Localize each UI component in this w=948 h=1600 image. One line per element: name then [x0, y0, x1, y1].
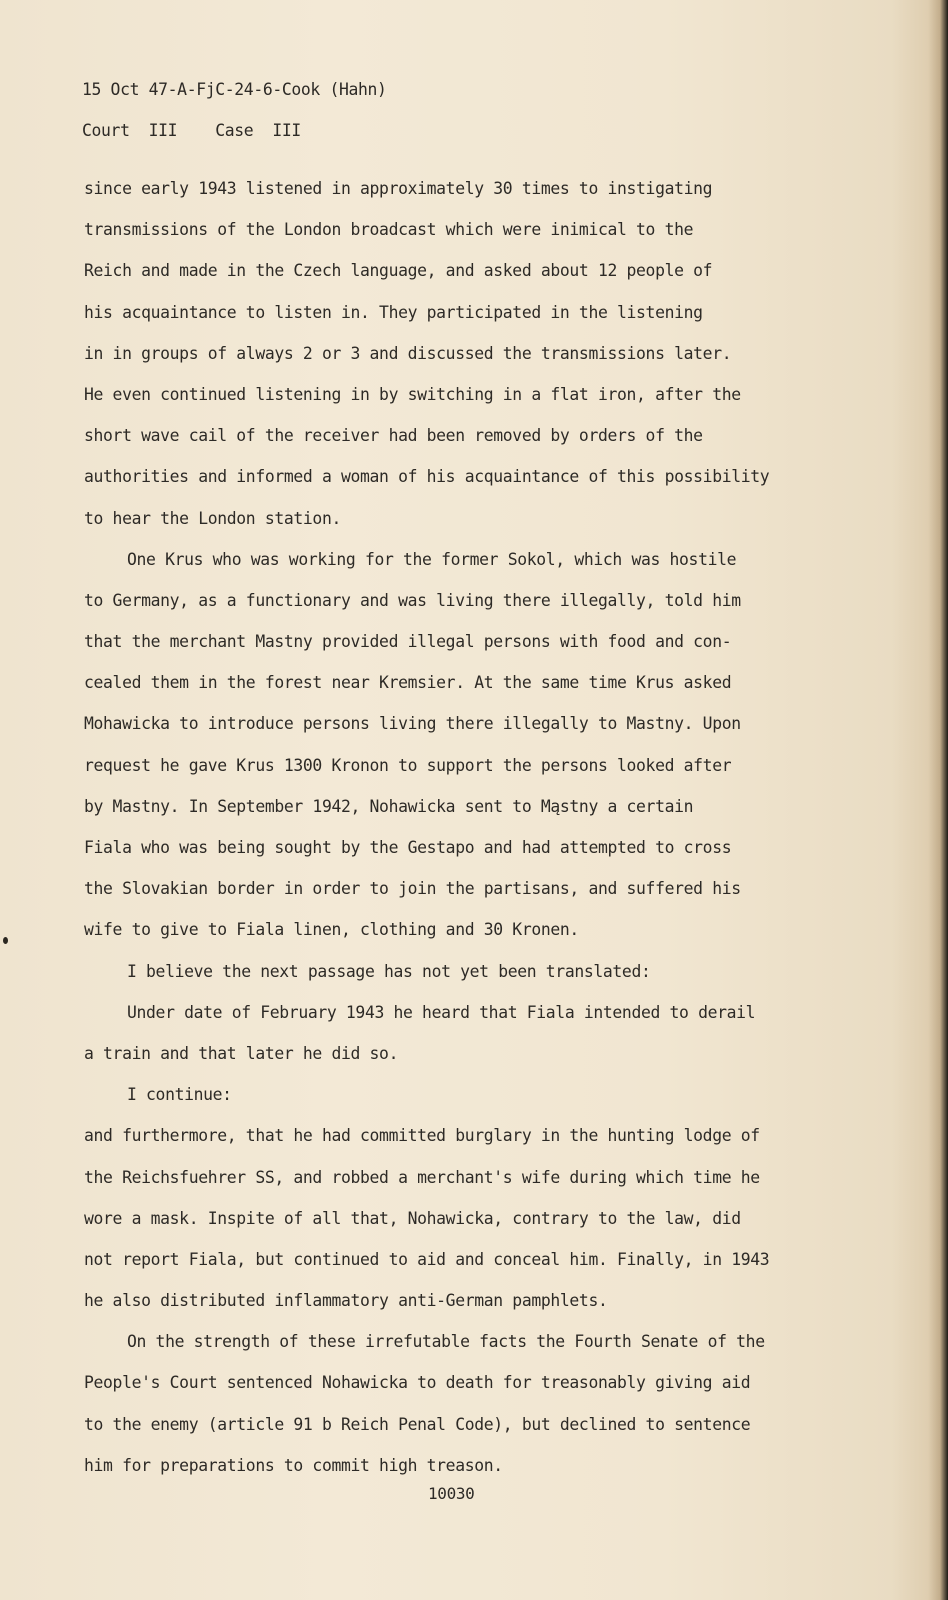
body-line: Fiala who was being sought by the Gestapo and had attempted to cross [84, 838, 732, 857]
body-line: and furthermore, that he had committed burglary in the hunting lodge of [84, 1126, 760, 1146]
body-line: I believe the next passage has not yet been translated: [127, 961, 651, 981]
body-line: request he gave Krus 1300 Kronon to support the persons looked after [84, 755, 732, 775]
document-body [84, 168, 864, 1486]
body-line: Under date of February 1943 he heard that Fiala intended to derail [127, 1002, 756, 1022]
body-line: wife to give to Fiala linen, clothing and 30 Kronen. [84, 920, 579, 940]
body-line: wore a mask. Inspite of all that, Nohawicka, contrary to the law, did [84, 1208, 741, 1228]
page-number: 10030 [428, 1484, 475, 1503]
body-line: by Mastny. In September 1942, Nohawicka sent to Mąstny a certain [84, 796, 694, 816]
body-line: the Slovakian border in order to join the partisans, and suffered his [84, 879, 741, 899]
body-line: He even continued listening in by switching in a flat iron, after the [84, 384, 741, 404]
body-line: On the strength of these irrefutable facts the Fourth Senate of the [127, 1332, 765, 1352]
body-line: not report Fiala, but continued to aid and conceal him. Finally, in 1943 [84, 1249, 770, 1269]
body-line: authorities and informed a woman of his acquaintance of this possibility [84, 467, 770, 487]
body-line: to Germany, as a functionary and was living there illegally, told him [84, 590, 741, 610]
body-line: cealed them in the forest near Kremsier. At the same time Krus asked [84, 673, 732, 693]
body-line: I continue: [127, 1085, 232, 1105]
body-line: him for preparations to commit high treason. [84, 1455, 503, 1475]
body-line: One Krus who was working for the former Sokol, which was hostile [127, 549, 737, 569]
body-line: since early 1943 listened in approximately 30 times to instigating [84, 179, 713, 198]
body-line: in in groups of always 2 or 3 and discussed the transmissions later. [84, 343, 732, 363]
body-line: that the merchant Mastny provided illegal persons with food and con- [84, 632, 732, 652]
body-line: his acquaintance to listen in. They participated in the listening [84, 302, 703, 322]
document-header [82, 69, 387, 151]
body-line: a train and that later he did so. [84, 1043, 399, 1063]
margin-mark [3, 937, 8, 944]
body-line: People's Court sentenced Nohawicka to death for treasonably giving aid [84, 1373, 751, 1393]
body-line: Reich and made in the Czech language, and asked about 12 people of [84, 261, 713, 281]
page-edge-shadow [928, 0, 948, 1600]
body-line: transmissions of the London broadcast which were inimical to the [84, 220, 694, 240]
header-line-date-reference: 15 Oct 47-A-FjC-24-6-Cook (Hahn) [82, 80, 387, 99]
body-line: the Reichsfuehrer SS, and robbed a merchant's wife during which time he [84, 1167, 760, 1187]
body-line: to the enemy (article 91 b Reich Penal Code), but declined to sentence [84, 1414, 751, 1434]
header-line-court-case: Court III Case III [82, 121, 301, 141]
body-line: to hear the London station. [84, 508, 341, 528]
body-line: short wave cail of the receiver had been removed by orders of the [84, 426, 703, 446]
body-line: Mohawicka to introduce persons living there illegally to Mastny. Upon [84, 714, 741, 734]
body-line: he also distributed inflammatory anti-German pamphlets. [84, 1291, 608, 1311]
